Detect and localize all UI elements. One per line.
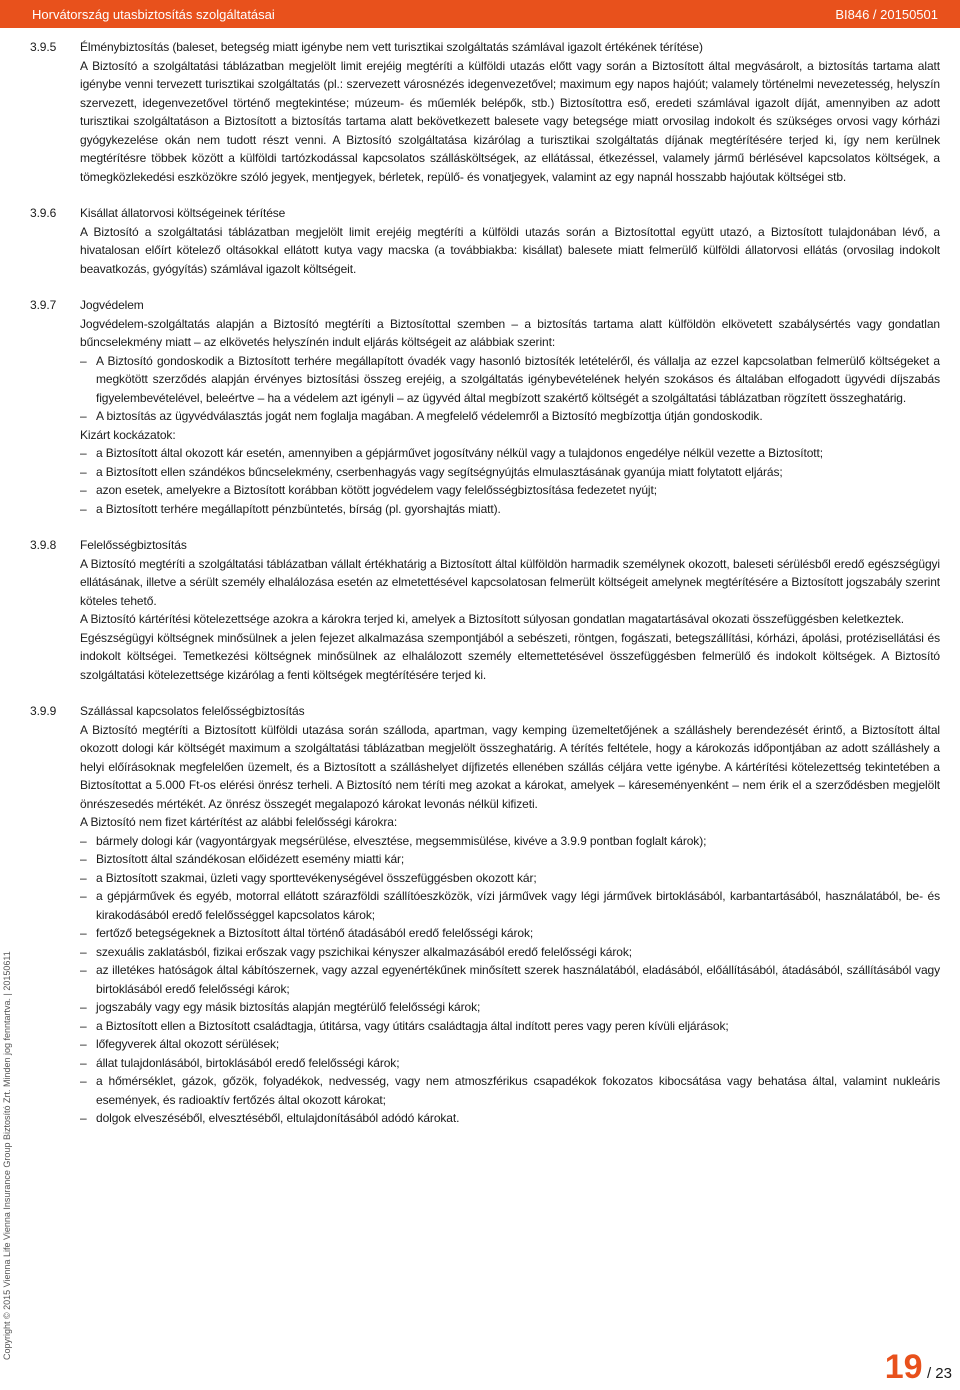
list-item: – azon esetek, amelyekre a Biztosított korábban kötött jogvédelem vagy felelősségbiztosítása fedezetet nyújt;	[80, 483, 657, 497]
section-3-9-5	[30, 38, 940, 186]
section-heading	[30, 702, 940, 721]
paragraph: A Biztosító megtéríti a Biztosított külföldi utazása során szálloda, apartman, vagy kemping üzemeltetőjének a szálláshely berendezését érintő, a Biztosított által okozott dologi kár költségét maximum a szolgáltatási táblázatban megjelölt összeghatárig. A térítés feltétele, hogy a károkozás időpontjában az adott szálláshely a helyi előírásoknak megfelelően üzemelt, és a Biztosított a szálláshelyet díjfizetés ellenében szállás céljára vette igénybe. A kártérítési kötelezettség tekintetében a Biztosítottat a 5.000 Ft-os elérési önrész terheli. A Biztosító nem téríti meg azokat a károkat, amelyek – káreseményenként – nem érik el a szerződésben megjelölt önrészesedés mértékét. Az önrész összegét megalapozó károkat levonás nélkül kifizeti.	[80, 722, 940, 811]
section-title: Élménybiztosítás (baleset, betegség miatt igénybe nem vett turisztikai szolgáltatás számlával igazolt értékének térítése)	[80, 40, 703, 54]
list-item: – állat tulajdonlásából, birtoklásából eredő felelősségi károk;	[80, 1055, 400, 1070]
document-title: Horvátország utasbiztosítás szolgáltatásai	[32, 6, 275, 22]
section-number: 3.9.9	[30, 704, 57, 718]
section-title: Szállással kapcsolatos felelősségbiztosítás	[80, 704, 305, 718]
list-item: – a Biztosított ellen a Biztosított családtagja, útitársa, vagy útitárs családtagja által indított peres vagy peren kívüli eljárások;	[80, 1018, 729, 1033]
current-page: 19	[884, 1348, 923, 1386]
list-item: – szexuális zaklatásból, fizikai erőszak vagy pszichikai kényszer alkalmazásából eredő felelősségi károk;	[80, 944, 632, 959]
list-item: – a gépjárművek és egyéb, motorral ellátott szárazföldi szállítóeszközök, vízi járművek vagy légi járművek birtoklásából, karbantartásából, használatából, be- és kirakodásából eredő felelősséggel kapcsolatos károk;	[80, 889, 940, 922]
list-item: – fertőző betegségeknek a Biztosított által történő átadásából eredő felelősségi károk;	[80, 926, 534, 940]
section-heading	[30, 296, 940, 315]
list-item: – A biztosítás az ügyvédválasztás jogát nem foglalja magában. A megfelelő védelemről a Biztosító megbízottja útján gondoskodik.	[80, 409, 763, 423]
list-item: – bármely dologi kár (vagyontárgyak megsérülése, elvesztése, megsemmisülése, kivéve a 3.9.9 pontban foglalt károk);	[80, 833, 707, 848]
list-item: – az illetékes hatóságok által kábítószernek, vagy azzal egyenértékűnek minősített szerek használatából, eladásából, előállításából, átadásából, szállításából vagy birtoklásából eredő felelősségi károk;	[80, 963, 940, 996]
section-heading	[30, 536, 940, 555]
list-item: – a Biztosított szakmai, üzleti vagy sporttevékenységével összefüggésben okozott kár;	[80, 870, 537, 885]
list-item: – lőfegyverek által okozott sérülések;	[80, 1037, 280, 1051]
list-item: – a hőmérséklet, gázok, gőzök, folyadékok, nedvesség, vagy nem atmoszférikus csapadékok fokozatos kibocsátása vagy behatása által, valamint nukleáris események, és radioaktív fertőzés által okozott károkat;	[80, 1074, 940, 1107]
list-item: – jogszabály vagy egy másik biztosítás alapján megtérülő felelősségi károk;	[80, 1000, 481, 1014]
paragraph: A Biztosító a szolgáltatási táblázatban megjelölt limit erejéig megtéríti a külföldi utazás során a Biztosítottal együtt utazó, a Biztosított tulajdonában lévő, a hivatalosan előírt kötelező oltásokkal ellátott kutya vagy macska (a továbbiakba: kisállat) balesete miatt felmerülő külföldi állatorvosi ellátás (orvosilag indokolt beavatkozás, gyógyítás) számlával igazolt költségeit.	[80, 224, 940, 276]
list-item: – A Biztosító gondoskodik a Biztosított terhére megállapított óvadék vagy hasonló biztosíték letételéről, és vállalja az ezzel kapcsolatban felmerülő költségeket a megkötött szerződés alapján érvényes biztosítási összeg erejéig, a szolgáltatás igénybevételének helyén szokásos és általában elfogadott ügyvédi díjszabás figyelembevételével, beleértve – ha a védelem azt igényli – az ügyvéd által megbízott szakértő költségét a szolgáltatási táblázatban rögzített összeghatárig.	[80, 353, 940, 405]
section-number: 3.9.7	[30, 298, 57, 312]
section-number: 3.9.6	[30, 206, 57, 220]
section-title: Felelősségbiztosítás	[80, 538, 187, 552]
section-3-9-6	[30, 204, 940, 278]
paragraph: A Biztosító a szolgáltatási táblázatban megjelölt limit erejéig megtéríti a külföldi utazás előtt vagy során a Biztosított által megvásárolt, a biztosítás tartama alatt igénybe venni tervezett turisztikai szolgáltatás (pl.: szervezett városnézés idegenvezetővel; maximum egy napos hajóút; valamely történelmi nevezetesség, helyszín szervezett, idegenvezetővel történő megtekintése; múzeum- és műemlék belépők, stb.) Biztosítottra eső, eredeti számlával igazolt díját, amennyiben az adott turisztikai szolgáltatáson a Biztosított a biztosítás tartama alatt bekövetkezett balesete vagy betegsége miatt orvosilag indokolt és szükséges orvosi vagy kórházi gyógykezelése okán nem tudott részt venni. A Biztosító szolgáltatása kizárólag a turisztikai szolgáltatás díjának megtérítésére terjed ki, így nem kerülnek megtérítésre többek között a külföldi tartózkodással kapcsolatos szállásköltségek, az ellátással, étkezéssel, valamely jármű bérlésével kapcsolatos költségek, a tömegközlekedési eszközökre szóló jegyek, mentjegyek, bérletek, repülő- és vonatjegyek, valamint az egy napnál hosszabb hajóutak költségei stb.	[80, 58, 940, 184]
paragraph: A Biztosító kártérítési kötelezettsége azokra a károkra terjed ki, amelyek a Biztosított súlyosan gondatlan magatartásával okozati összefüggésben keletkeztek.	[80, 612, 904, 626]
total-pages: / 23	[926, 1365, 952, 1382]
section-title: Kisállat állatorvosi költségeinek térítése	[80, 206, 286, 220]
list-item: – a Biztosított által okozott kár esetén, amennyiben a gépjárművet jogosítvány nélkül vagy a tulajdonos engedélye nélkül vezette a Biztosított;	[80, 446, 824, 460]
paragraph: A Biztosító megtéríti a szolgáltatási táblázatban vállalt értékhatárig a Biztosított által külföldön harmadik személynek okozott, baleseti sérülésből eredő egészségügyi ellátásának, illetve a sérült személy elhalálozása esetén az elmetettésével kapcsolatosan felmerült költségeit amelynek megtérítésére a Biztosított jogszabály szerint köteles tehető.	[80, 556, 940, 608]
page-number	[885, 1348, 952, 1387]
section-3-9-9	[30, 702, 940, 1128]
document-code: BI846 / 20150501	[835, 6, 938, 22]
list-item: – a Biztosított ellen szándékos bűncselekmény, cserbenhagyás vagy segítségnyújtás elmulasztásának gyanúja miatt folytatott eljárás;	[80, 464, 783, 479]
paragraph: A Biztosító nem fizet kártérítést az alábbi felelősségi károkra:	[80, 815, 398, 829]
list-item: – a Biztosított terhére megállapított pénzbüntetés, bírság (pl. gyorshajtás miatt).	[80, 501, 501, 516]
section-3-9-8	[30, 536, 940, 684]
paragraph: Egészségügyi költségnek minősülnek a jelen fejezet alkalmazása szempontjából a sebészeti, röntgen, fogászati, betegszállítási, kórházi, ápolási, protézisellátási és indokolt költségei. Temetkezési költségnek minősülnek az elhalálozott személy eltemettetésével összefüggésben felmerülő és indokolt költségek. A Biztosító szolgáltatási kötelezettsége kizárólag a fenti költségek megtérítésére terjed ki.	[80, 630, 940, 682]
section-heading	[30, 204, 940, 223]
section-number: 3.9.5	[30, 40, 57, 54]
section-3-9-7	[30, 296, 940, 518]
section-number: 3.9.8	[30, 538, 57, 552]
list-item: – dolgok elveszéséből, elvesztéséből, eltulajdonításából adódó károkat.	[80, 1111, 460, 1125]
section-title: Jogvédelem	[80, 298, 144, 312]
section-heading	[30, 38, 940, 57]
list-item: – Biztosított által szándékosan előidézett esemény miatti kár;	[80, 852, 405, 866]
exclusions-heading: Kizárt kockázatok:	[80, 427, 176, 442]
copyright-note: Copyright © 2015 Vienna Life Vienna Insurance Group Biztosító Zrt. Minden jog fenntartva. | 20150611	[2, 951, 12, 1360]
header-bar	[0, 0, 960, 28]
paragraph: Jogvédelem-szolgáltatás alapján a Biztosító megtéríti a Biztosítottal szemben – a biztosítás tartama alatt külföldön elkövetett szabálysértés vagy gondatlan bűncselekmény miatt – az elkövetés helyszínén indult eljárás költségeit az alábbiak szerint:	[80, 316, 940, 349]
document-body	[30, 38, 940, 1146]
